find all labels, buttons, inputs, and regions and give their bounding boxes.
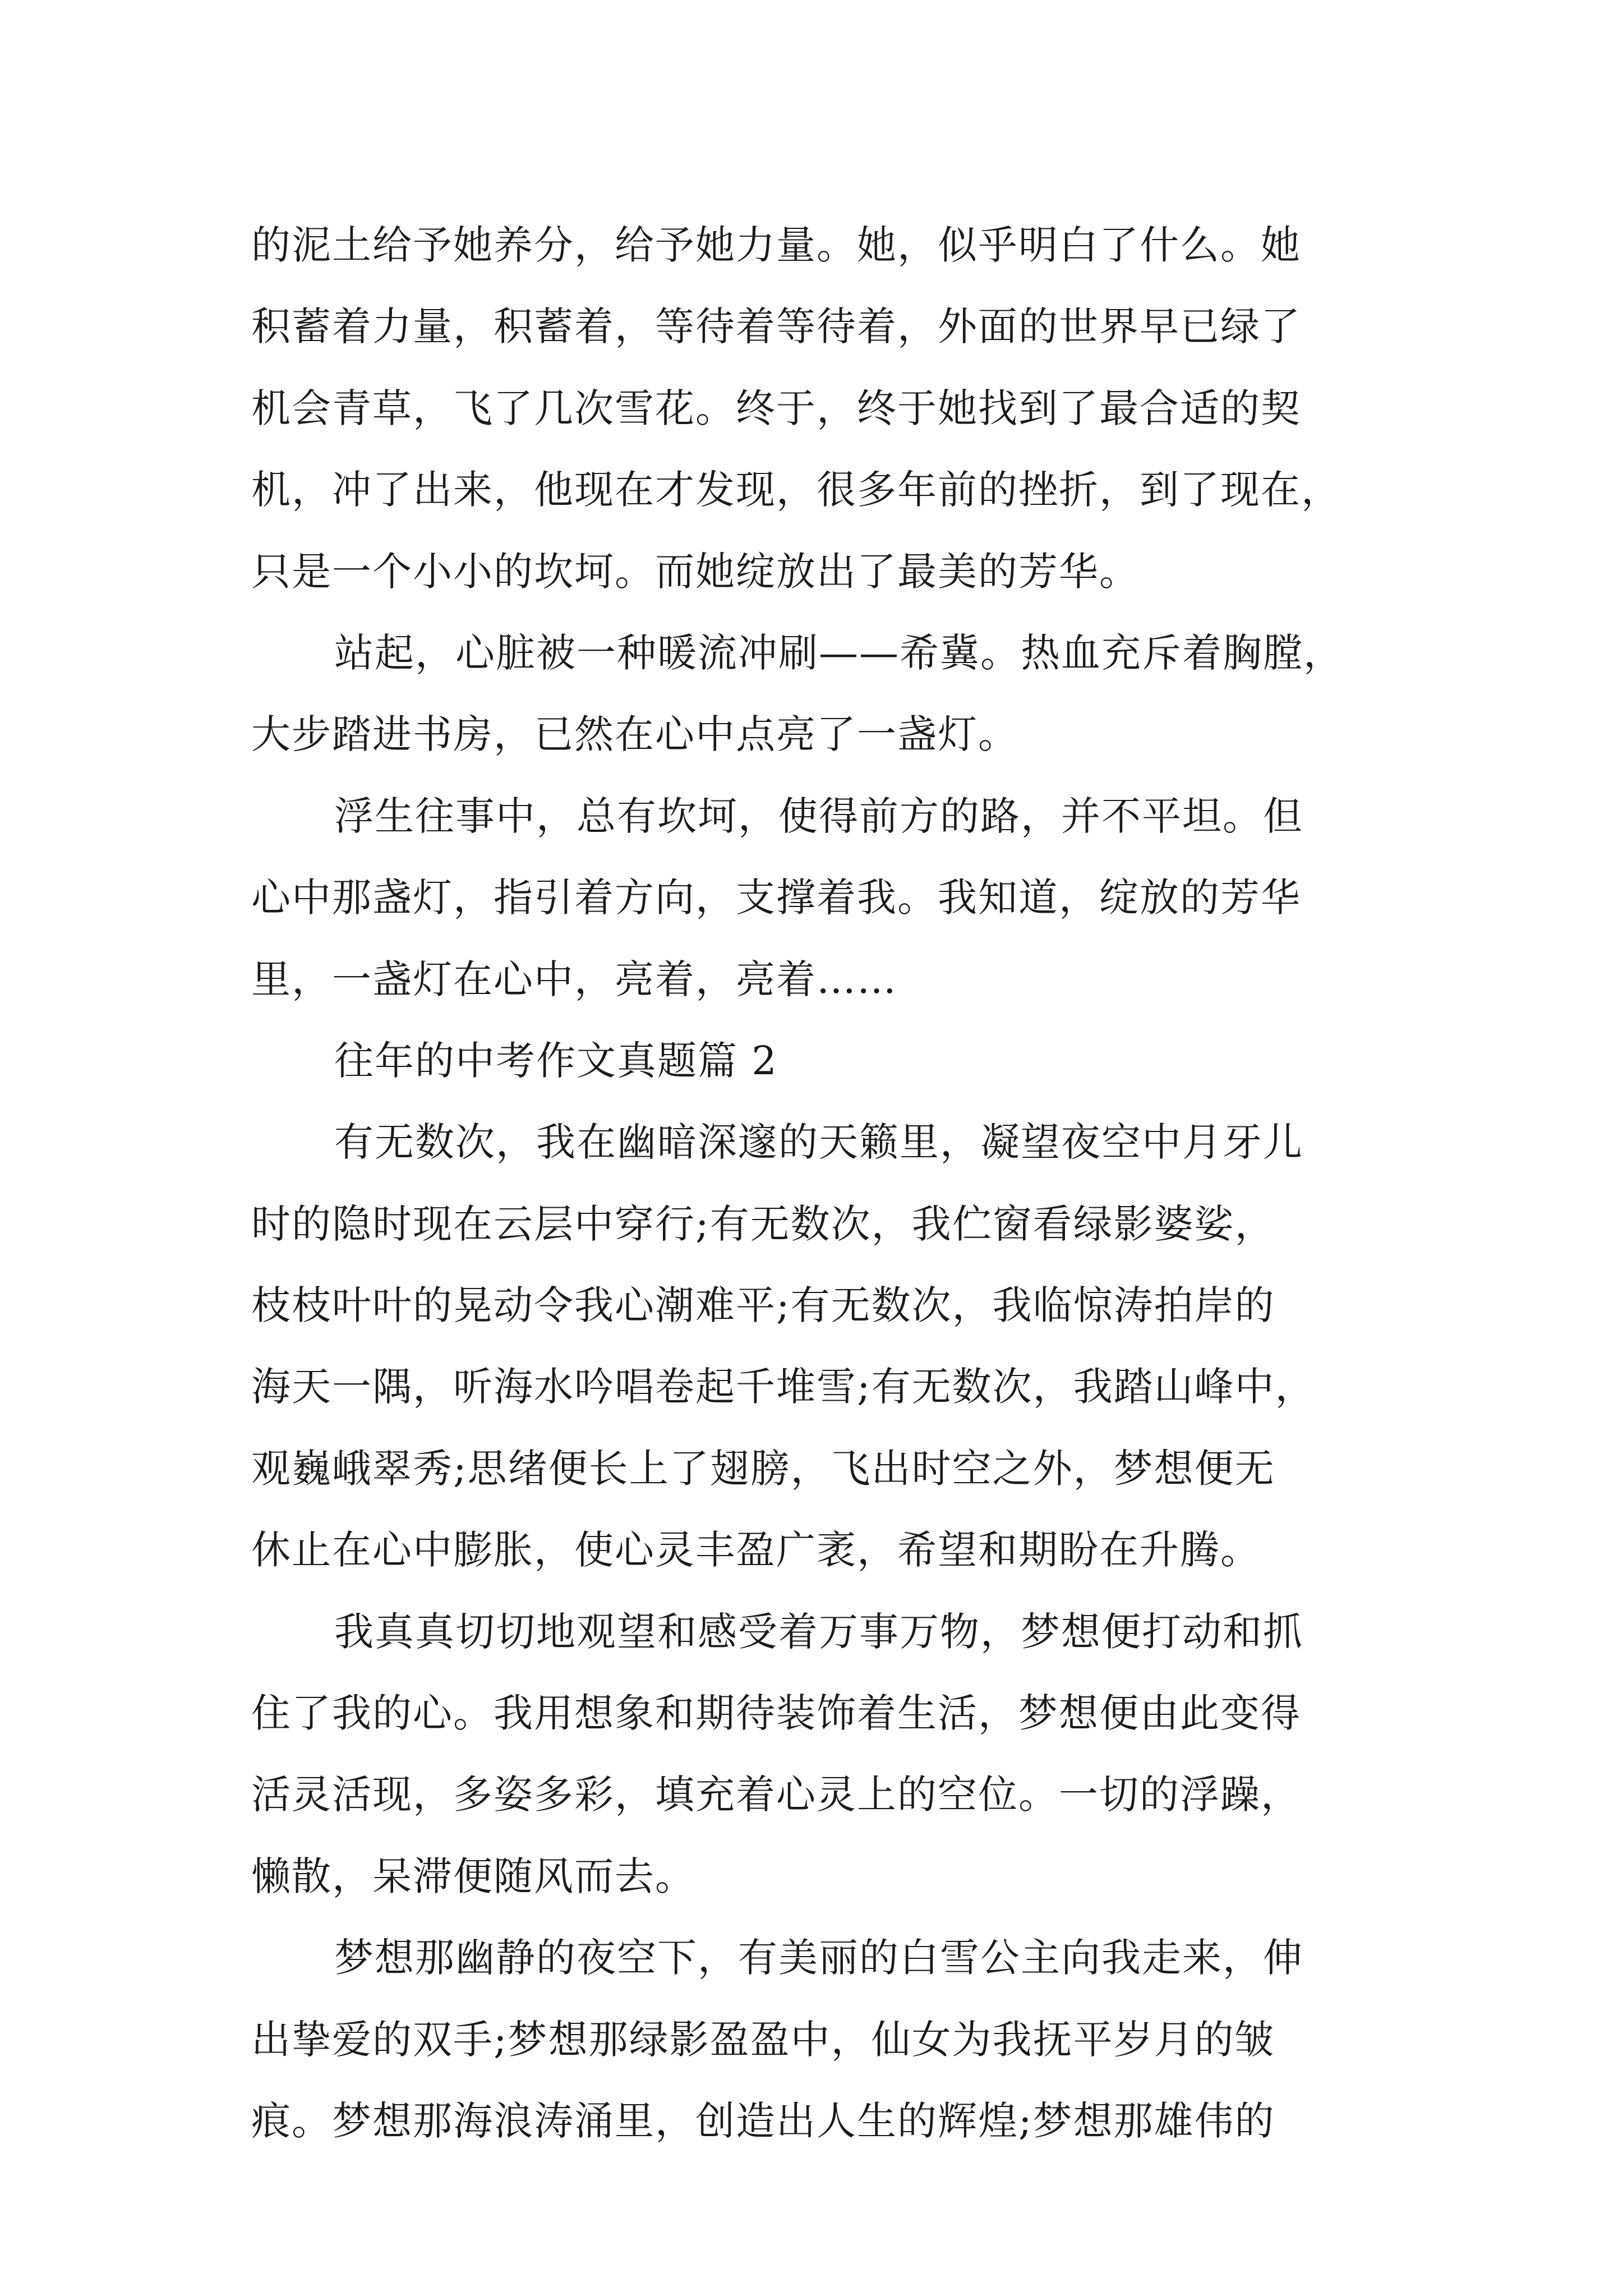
text-line: 休止在心中膨胀，使心灵丰盈广袤，希望和期盼在升腾。 [251,1527,1261,1573]
text-line: 只是一个小小的坎坷。而她绽放出了最美的芳华。 [251,548,1140,595]
text-line: 里，一盏灯在心中，亮着，亮着…… [251,956,897,1002]
text-line: 我真真切切地观望和感受着万事万物，梦想便打动和抓 [334,1608,1303,1655]
text-line: 枝枝叶叶的晃动令我心潮难平;有无数次，我临惊涛拍岸的 [251,1282,1275,1329]
text-line: 时的隐时现在云层中穿行;有无数次，我伫窗看绿影婆娑， [251,1200,1275,1247]
text-line: 的泥土给予她养分，给予她力量。她，似乎明白了什么。她 [251,222,1301,268]
text-line: 住了我的心。我用想象和期待装饰着生活，梦想便由此变得 [251,1690,1301,1737]
essay-text [251,205,1390,2162]
text-line: 出挚爱的双手;梦想那绿影盈盈中，仙女为我抚平岁月的皱 [251,2016,1275,2063]
text-line: 心中那盏灯，指引着方向，支撑着我。我知道，绽放的芳华 [251,875,1301,921]
text-line: 懒散，呆滞便随风而去。 [251,1853,695,1899]
text-line: 积蓄着力量，积蓄着，等待着等待着，外面的世界早已绿了 [251,303,1301,350]
text-line: 海天一隅，听海水吟唱卷起千堆雪;有无数次，我踏山峰中， [251,1364,1316,1410]
section-heading: 往年的中考作文真题篇 2 [334,1037,778,1084]
text-line: 浮生往事中，总有坎坷，使得前方的路，并不平坦。但 [334,793,1303,839]
text-line: 痕。梦想那海浪涛涌里，创造出人生的辉煌;梦想那雄伟的 [251,2097,1275,2144]
text-line: 观巍峨翠秀;思绪便长上了翅膀，飞出时空之外，梦想便无 [251,1445,1275,1492]
text-line: 站起，心脏被一种暖流冲刷——希冀。热血充斥着胸膛， [334,629,1344,676]
text-line: 机，冲了出来，他现在才发现，很多年前的挫折，到了现在， [251,467,1341,513]
text-line: 有无数次，我在幽暗深邃的天籁里，凝望夜空中月牙儿 [334,1119,1303,1166]
text-line: 大步踏进书房，已然在心中点亮了一盏灯。 [251,711,1018,758]
text-line: 机会青草，飞了几次雪花。终于，终于她找到了最合适的契 [251,385,1301,431]
text-line: 梦想那幽静的夜空下，有美丽的白雪公主向我走来，伸 [334,1935,1303,1981]
text-line: 活灵活现，多姿多彩，填充着心灵上的空位。一切的浮躁， [251,1772,1301,1818]
